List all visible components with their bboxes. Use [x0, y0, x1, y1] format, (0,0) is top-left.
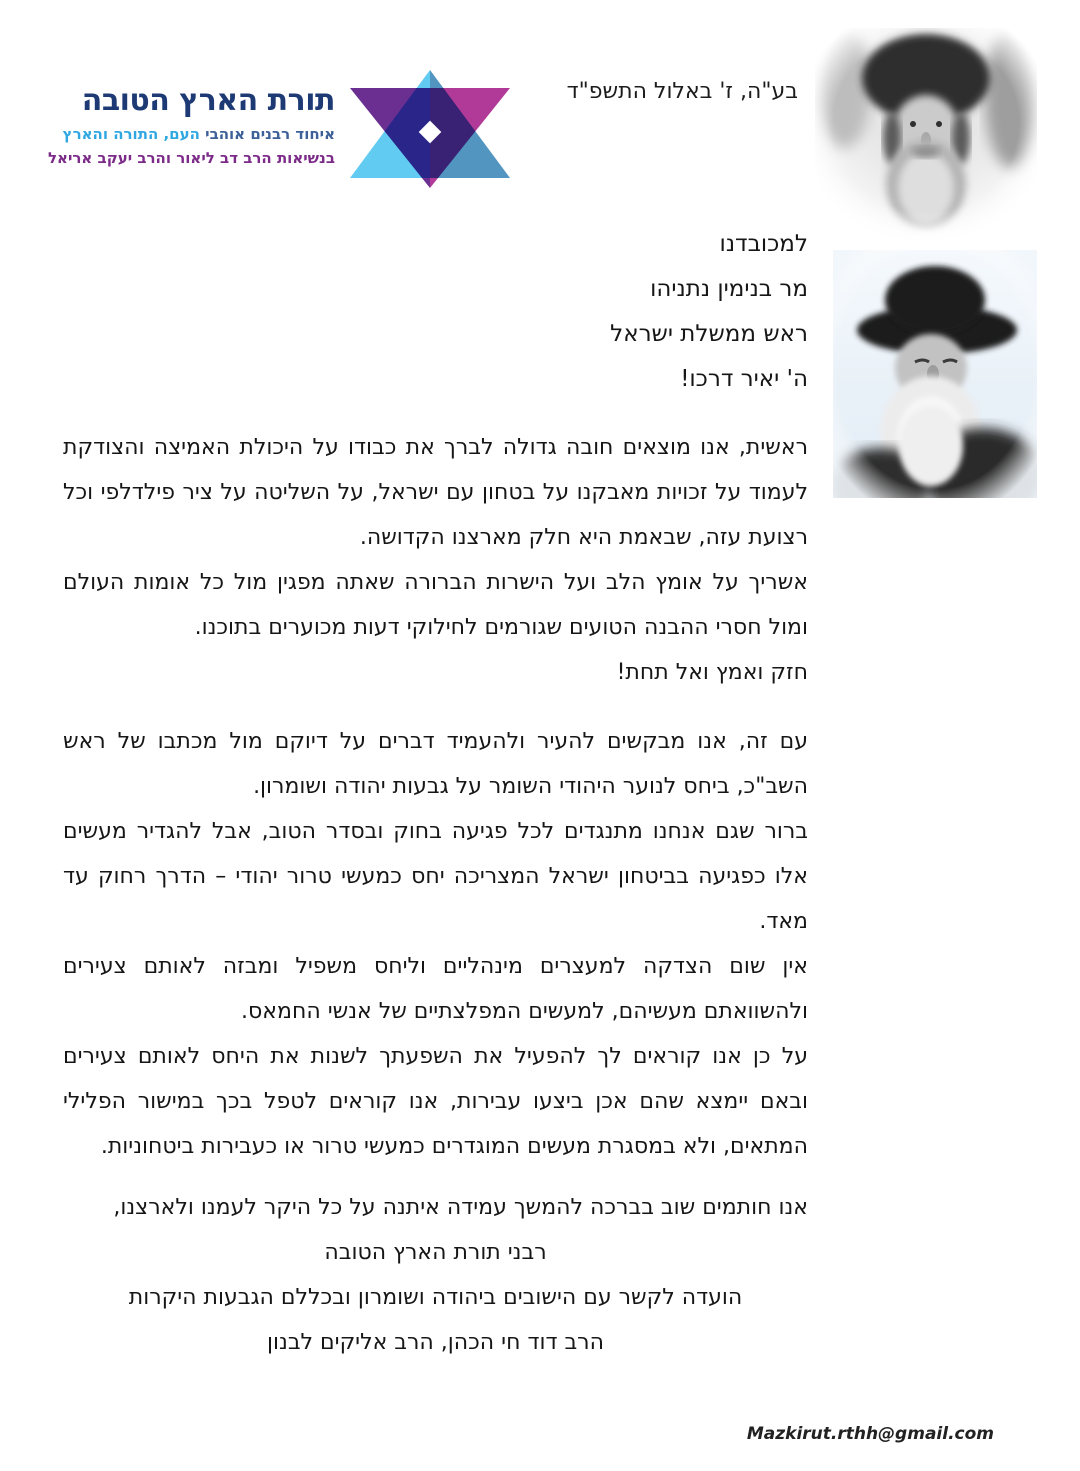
logo-subtitle: [55, 122, 335, 146]
letter-body: [63, 425, 808, 1365]
paragraph-be-strong: חזק ואמץ ואל תחת!: [616, 660, 808, 685]
logo-triangle-teal: [430, 70, 510, 178]
paragraph-shabak-letter: עם זה, אנו מבקשים להעיר ולהעמיד דברים על דיוקם מול מכתבו של ראש השב"כ, ביחס לנוער היהודי השומר על גבעות יהודה ושומרון.: [63, 729, 808, 799]
closing-signoff: אנו חותמים שוב בברכה להמשך עמידה איתנה על כל היקר לעמנו ולארצנו,: [113, 1195, 808, 1220]
recipient-line-name: מר בנימין נתניהו: [650, 276, 808, 302]
recipient-block: [610, 222, 808, 402]
closing-rabbis-of: רבני תורת הארץ הטובה: [324, 1240, 547, 1265]
paragraph-praise: אשריך על אומץ הלב ועל הישרות הברורה שאתה מפגין מול כל אומות העולם ומול חסרי ההבנה הטועים שגורמים לחילוקי דעות מכוערים בתוכנו.: [63, 570, 808, 640]
closing-committee: הועדה לקשר עם הישובים ביהודה ושומרון ובכללם הגבעות היקרות: [128, 1285, 743, 1310]
date-line: בע"ה, ז' באלול התשפ"ד: [566, 79, 798, 104]
logo-title: תורת הארץ הטובה: [81, 83, 335, 118]
logo-star-icon: [330, 50, 530, 200]
recipient-line-blessing: ה' יאיר דרכו!: [680, 366, 808, 392]
logo-presidency: בנשיאות הרב דב ליאור והרב יעקב אריאל: [47, 149, 335, 167]
logo-subtitle-people: העם, התורה והארץ: [62, 125, 200, 143]
paragraph-blessing: ראשית, אנו מוצאים חובה גדולה לברך את כבודו על היכולת האמיצה והצודקת לעמוד על זכויות מאבקנו על בטחון עם ישראל, על השליטה על ציר פילדלפי וכל רצועת עזה, שבאמת היא חלק מארצנו הקדושה.: [63, 435, 808, 550]
closing-signatories: הרב דוד חי הכהן, הרב אליקים לבנון: [267, 1330, 604, 1355]
logo-subtitle-union: איחוד רבנים אוהבי: [205, 125, 335, 143]
footer-email: Mazkirut.rthh@gmail.com: [746, 1424, 994, 1444]
rabbi-portrait-photo-bottom: [833, 250, 1037, 498]
paragraph-oppose-violence: ברור שגם אנחנו מתנגדים לכל פגיעה בחוק ובסדר הטוב, אבל להגדיר מעשים אלו כפגיעה בביטחון ישראל המצריכה יחס כמעשי טרור יהודי – הדרך רחוק עד מאד.: [63, 819, 808, 934]
recipient-line-title: ראש ממשלת ישראל: [610, 321, 808, 347]
recipient-line-honorific: למכובדנו: [719, 231, 808, 257]
logo-triangle-cyan: [350, 70, 430, 178]
paragraph-call-to-action: על כן אנו קוראים לך להפעיל את השפעתך לשנות את היחס לאותם צעירים ובאם יימצא שהם אכן ביצעו עבירות, אנו קוראים לטפל בכך במישור הפלילי המתאים, ולא במסגרת מעשים המוגדרים כמעשי טרור או כעבירות ביטחוניות.: [63, 1044, 808, 1159]
org-logo-text: [47, 80, 335, 170]
rabbi-portrait-photo-top: [815, 28, 1037, 240]
paragraph-no-justification: אין שום הצדקה למעצרים מינהליים וליחס משפיל ומבזה לאותם צעירים ולהשוואתם מעשיהם, למעשים המפלצתיים של אנשי החמאס.: [63, 954, 808, 1024]
